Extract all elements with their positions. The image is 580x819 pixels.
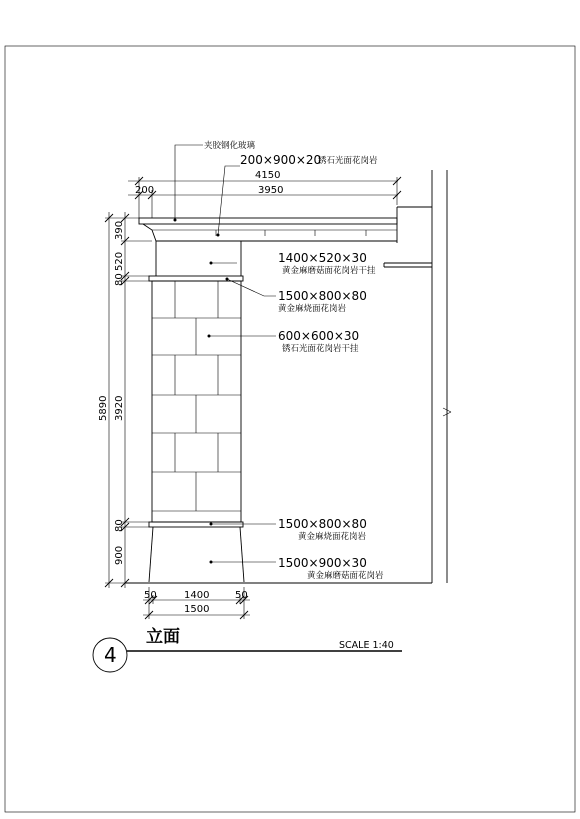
- dim-bottom-50-right: 50: [235, 590, 248, 601]
- note-glass: 夹胶钢化玻璃: [204, 141, 256, 151]
- dim-v-520: 520: [114, 251, 125, 271]
- dim-v-3920: 3920: [114, 395, 125, 421]
- leaders: [174, 145, 277, 564]
- dim-top-left: 200: [135, 185, 155, 196]
- dim-bottom-1400: 1400: [184, 590, 210, 601]
- spec-plinth: 1500×900×30: [278, 556, 367, 570]
- dim-bottom-total: 1500: [184, 604, 210, 615]
- note-top-band: 黄金麻烧面花岗岩: [278, 304, 347, 314]
- drawing-title: 立面: [146, 627, 180, 647]
- dim-top-right: 3950: [258, 185, 284, 196]
- dim-v-80-top: 80: [114, 273, 125, 286]
- top-dimensions: [128, 177, 401, 218]
- left-dimensions: [105, 212, 152, 588]
- spec-capital: 1400×520×30: [278, 251, 367, 265]
- spec-base-band: 1500×800×80: [278, 517, 367, 531]
- note-base-band: 黄金麻烧面花岗岩: [298, 532, 367, 542]
- drawing-number: 4: [104, 643, 117, 667]
- note-capital: 黄金麻磨菇面花岗岩干挂: [282, 266, 376, 276]
- dim-v-total: 5890: [98, 395, 109, 421]
- spec-cap-stone: 200×900×20: [240, 153, 322, 167]
- note-cap-stone: 锈石光面花岗岩: [318, 156, 378, 166]
- dim-v-80-bottom: 80: [114, 519, 125, 532]
- adjacent-wall: [384, 170, 451, 583]
- spec-shaft: 600×600×30: [278, 329, 360, 343]
- canopy: [139, 218, 397, 241]
- drawing-scale: SCALE 1:40: [339, 640, 394, 651]
- dim-v-390: 390: [114, 220, 125, 240]
- column: [149, 241, 244, 582]
- note-plinth: 黄金麻磨菇面花岗岩: [307, 571, 384, 581]
- spec-top-band: 1500×800×80: [278, 289, 367, 303]
- dim-v-900: 900: [114, 545, 125, 565]
- dim-bottom-50-left: 50: [144, 590, 157, 601]
- note-shaft: 锈石光面花岗岩干挂: [282, 344, 359, 354]
- dim-top-total: 4150: [255, 170, 281, 181]
